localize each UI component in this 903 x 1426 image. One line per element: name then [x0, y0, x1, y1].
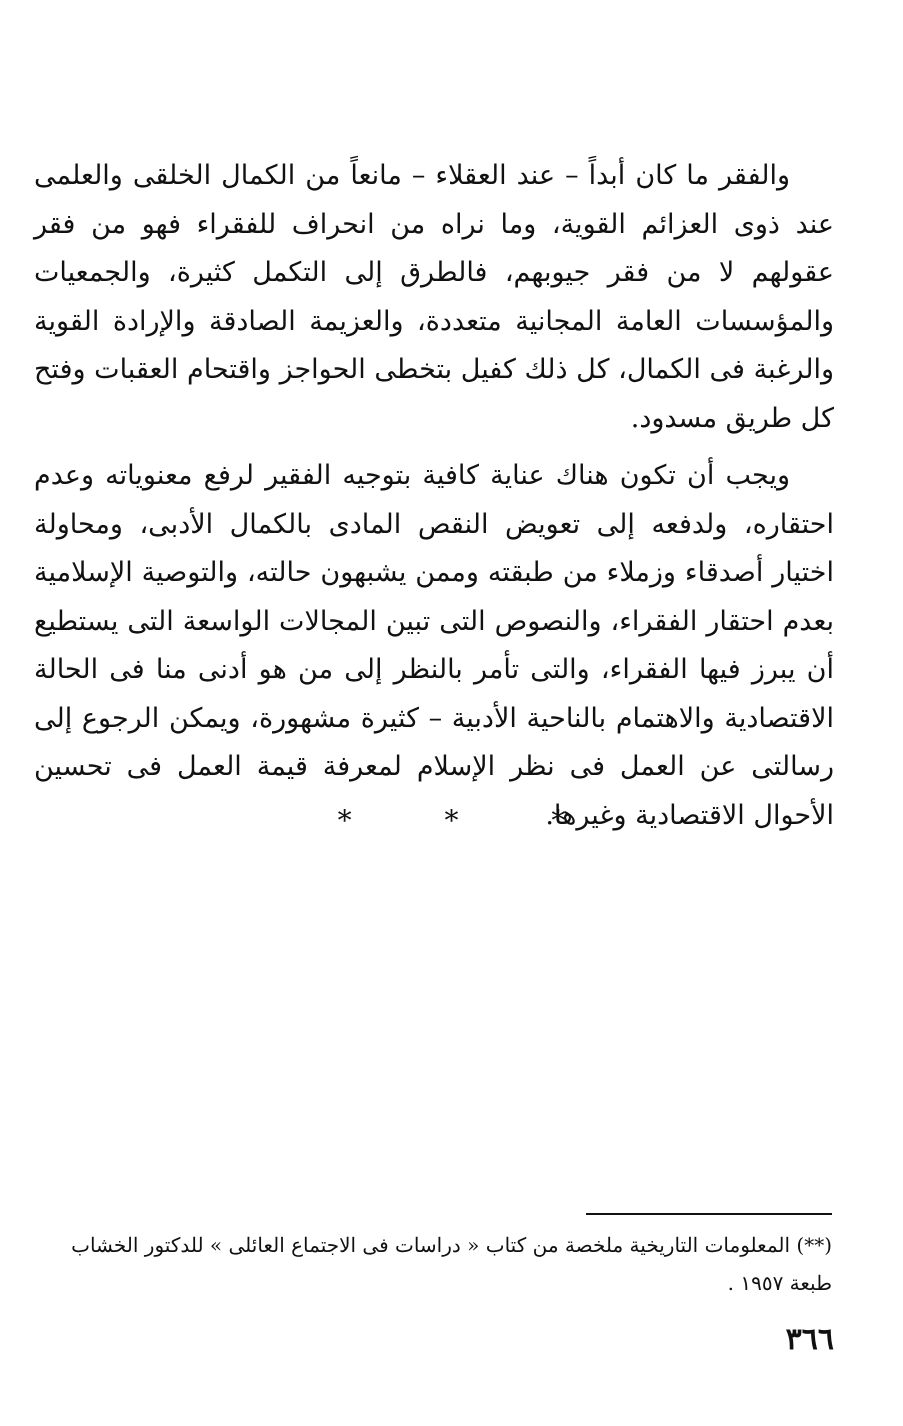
paragraph-1: والفقر ما كان أبداً – عند العقلاء – مانعاً من الكمال الخلقى والعلمى عند ذوى العزائم القوية، وما نراه من انحراف للفقراء فهو من فقر عقولهم لا من فقر جيوبهم، فالطرق إلى التكمل كثيرة، والجمعيات والمؤسسات العامة المجانية متعددة، والعزيمة الصادقة والإرادة القوية والرغبة فى الكمال، كل ذلك كفيل بتخطى الحواجز واقتحام العقبات وفتح كل طريق مسدود. — [34, 160, 834, 434]
section-separator: * * * — [337, 804, 608, 837]
body-text — [34, 152, 834, 840]
paragraph-2: ويجب أن تكون هناك عناية كافية بتوجيه الفقير لرفع معنوياته وعدم احتقاره، ولدفعه إلى تعويض النقص المادى بالكمال الأدبى، ومحاولة اختيار أصدقاء وزملاء من طبقته وممن يشبهون حالته، والتوصية الإسلامية بعدم احتقار الفقراء، والنصوص التى تبين المجالات الواسعة التى يستطيع أن يبرز فيها الفقراء، والتى تأمر بالنظر إلى من هو أدنى منا فى الحالة الاقتصادية والاهتمام بالناحية الأدبية – كثيرة مشهورة، ويمكن الرجوع إلى رسالتى عن العمل فى نظر الإسلام لمعرفة قيمة العمل فى تحسين الأحوال الاقتصادية وغيرها. — [34, 460, 834, 831]
footnote-divider — [586, 1213, 832, 1215]
footnote: (**) المعلومات التاريخية ملخصة من كتاب « دراسات فى الاجتماع العائلى » للدكتور الخشاب طبعة ١٩٥٧ . — [71, 1233, 832, 1295]
page-number: ٣٦٦ — [785, 1322, 834, 1357]
